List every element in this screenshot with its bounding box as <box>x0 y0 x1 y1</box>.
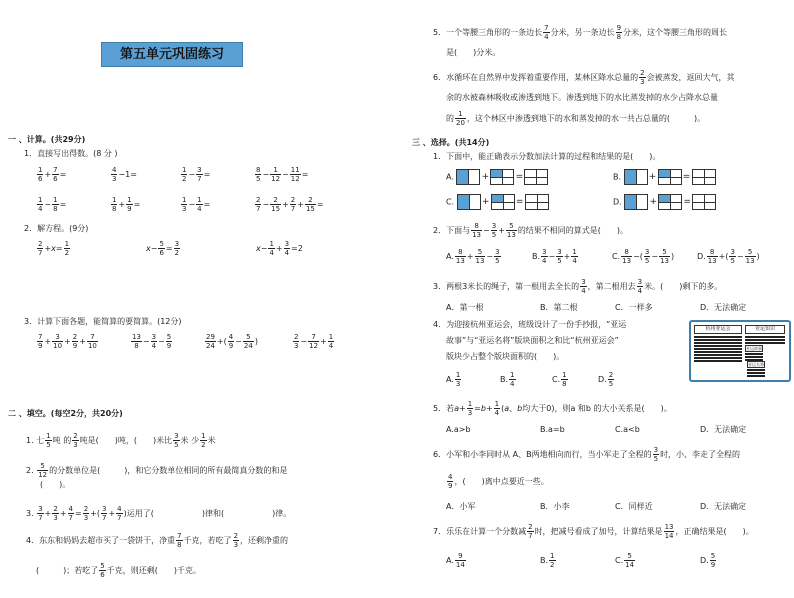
section-3-heading: 三 、选择。(共14分) <box>412 138 490 147</box>
choice-q4-line1: 4．为迎接杭州亚运会，班级设计了一份手抄报，“亚运 <box>433 320 627 329</box>
choice-q6: 6．小军和小李同时从 A、B两地相向而行，当小军走了全程的 $\frac{3}{5}$ 时，小、李走了全程的 <box>433 446 741 463</box>
q3-instruction: 3．计算下面各题，能简算的要简算。(12分) <box>24 317 182 326</box>
choice-q5-option-a[interactable]: A.a>b <box>446 425 471 434</box>
choice-q3-option-b[interactable]: B．第二根 <box>540 303 578 312</box>
choice-q7-option-c[interactable]: C. $\frac{5}{14}$ <box>615 552 635 569</box>
choice-q2: 2．下面与 $\frac{8}{13}$ − $\frac{3}{5}$ + $\frac{5}{13}$ 的结果不相同的算式是( )。 <box>433 222 629 239</box>
choice-q4-option-a[interactable]: A. $\frac{1}{3}$ <box>446 371 461 388</box>
newspaper-diagram <box>689 320 791 382</box>
page-title: 第五单元巩固练习 <box>101 42 243 67</box>
choice-q5-option-b[interactable]: B.a=b <box>540 425 565 434</box>
choice-q4-option-c[interactable]: C. $\frac{1}{8}$ <box>552 371 567 388</box>
choice-q2-option-c[interactable]: C. $\frac{8}{13}$ −( $\frac{3}{5}$ − $\frac{5}{13}$ ) <box>612 248 675 265</box>
choice-q2-option-d[interactable]: D. $\frac{8}{13}$ +( $\frac{3}{5}$ − $\frac{5}{13}$ ) <box>697 248 760 265</box>
choice-q6-cont: $\frac{4}{9}$ ，( )离中点要近一些。 <box>448 473 549 490</box>
fill-q4: 4．东东和妈妈去超市买了一袋饼干，净重 $\frac{7}{8}$ 千克，若吃了 $\frac{2}{3}$ ，还剩净重的 <box>26 532 289 549</box>
choice-q4-line2: 故事”与“亚运名将”版块面积之和比“杭州亚运会” <box>446 336 619 345</box>
np-sub2-title: 亚运名将 <box>748 362 764 367</box>
q1-instruction: 1．直接写出得数。(8 分 ) <box>24 149 118 158</box>
fill-q6-cont2: 的 $\frac{1}{20}$ ，这个林区中渗透到地下的水和蒸发掉的水一共占总量的( )。 <box>446 110 706 127</box>
np-right-title: 亚运知识 <box>745 325 785 334</box>
calc-2-3: $\frac{1}{3}$ − $\frac{1}{4}$ = <box>182 196 211 213</box>
fill-q2-cont: ( )。 <box>40 480 71 489</box>
section-1-heading: 一 、计算。(共29分) <box>8 135 86 144</box>
fill-q3: 3. $\frac{3}{7}$ + $\frac{2}{3}$ + $\frac{4}{7}$ = $\frac{2}{3}$ +( $\frac{3}{7}$ + $\frac{4}{7}$ )运用了( )律和( )律。 <box>26 505 292 522</box>
choice-q6-option-c[interactable]: C．同样近 <box>615 502 653 511</box>
choice-q2-option-b[interactable]: B. $\frac{3}{4}$ − $\frac{3}{5}$ + $\frac{1}{4}$ <box>532 248 577 265</box>
calc-3-2: $\frac{13}{8}$ − $\frac{3}{4}$ − $\frac{5}{9}$ <box>132 333 172 350</box>
choice-q7-option-b[interactable]: B. $\frac{1}{2}$ <box>540 552 555 569</box>
choice-q3: 3．两根3米长的绳子，第一根用去全长的 $\frac{3}{4}$ ，第二根用去 $\frac{3}{4}$ 米。( )剩下的多。 <box>433 278 723 295</box>
choice-q6-option-b[interactable]: B．小李 <box>540 502 570 511</box>
calc-1-4: $\frac{8}{5}$ − $\frac{1}{12}$ − $\frac{11}{12}$ = <box>256 166 309 183</box>
calc-1-1: $\frac{1}{6}$ + $\frac{7}{6}$ = <box>38 166 67 183</box>
choice-q1-option-c[interactable]: C. + = <box>446 194 549 210</box>
section-2-heading: 二 、填空。(每空2分，共20分) <box>8 409 123 418</box>
choice-q4-option-d[interactable]: D. $\frac{2}{5}$ <box>598 371 614 388</box>
fill-q5-cont: 是( )分米。 <box>446 48 501 57</box>
calc-1-3: $\frac{1}{2}$ − $\frac{3}{7}$ = <box>182 166 211 183</box>
choice-q4-line3: 版块少占整个版块面积的( )。 <box>446 352 565 361</box>
fill-q1: 1. 七 $\frac{1}{5}$ 吨 的 $\frac{2}{3}$ 吨是( )吨，( )米比 $\frac{3}{5}$ 米 少 $\frac{1}{2}$ 米 <box>26 432 216 449</box>
calc-2-1: $\frac{1}{4}$ − $\frac{1}{8}$ = <box>38 196 67 213</box>
choice-q2-option-a[interactable]: A. $\frac{8}{13}$ + $\frac{5}{13}$ − $\frac{3}{5}$ <box>446 248 500 265</box>
choice-q3-option-a[interactable]: A．第一根 <box>446 303 484 312</box>
calc-3-3: $\frac{29}{24}$ +( $\frac{4}{9}$ − $\frac{5}{24}$ ) <box>206 333 258 350</box>
np-left-title: 杭州亚运会 <box>694 325 742 334</box>
choice-q5-option-d[interactable]: D．无法确定 <box>700 425 747 434</box>
choice-q6-option-a[interactable]: A．小军 <box>446 502 476 511</box>
choice-q4-option-b[interactable]: B. $\frac{1}{4}$ <box>500 371 515 388</box>
calc-1-2: $\frac{4}{3}$ −1= <box>112 166 137 183</box>
fill-q4-cont: ( )；若吃了 $\frac{5}{6}$ 千克，则还剩( )千克。 <box>36 562 201 579</box>
choice-q3-option-d[interactable]: D．无法确定 <box>700 303 747 312</box>
calc-2-2: $\frac{1}{8}$ + $\frac{1}{9}$ = <box>112 196 141 213</box>
fill-q6-cont: 余的水被森林吸收或渗透到地下。渗透到地下的水比蒸发掉的水少占降水总量 <box>446 93 718 102</box>
choice-q1-option-d[interactable]: D. + = <box>613 194 716 210</box>
choice-q3-option-c[interactable]: C．一样多 <box>615 303 653 312</box>
calc-2-4: $\frac{2}{7}$ − $\frac{2}{15}$ + $\frac{2}{7}$ + $\frac{2}{15}$ = <box>256 196 324 213</box>
np-sub1-title: 亚运故事 <box>746 346 762 351</box>
choice-q1-option-a[interactable]: A. + = <box>446 169 548 185</box>
calc-3-4: $\frac{2}{3}$ − $\frac{7}{12}$ + $\frac{1}{4}$ <box>294 333 334 350</box>
choice-q5-option-c[interactable]: C.a<b <box>615 425 640 434</box>
fraction-box <box>456 169 480 185</box>
equation-1: $\frac{2}{7}$ +x= $\frac{1}{2}$ <box>38 240 70 257</box>
choice-q7: 7．乐乐在计算一个分数减 $\frac{2}{7}$ 时，把减号看成了加号，计算结果是 $\frac{13}{14}$ ，正确结果是( )。 <box>433 523 754 540</box>
calc-3-1: $\frac{7}{9}$ + $\frac{3}{10}$ + $\frac{2}{9}$ + $\frac{7}{10}$ <box>38 333 97 350</box>
q2-instruction: 2．解方程。(9分) <box>24 224 89 233</box>
fill-q2: 2. $\frac{5}{12}$ 的分数单位是( )，和它分数单位相同的所有最简真分数的和是 <box>26 462 288 479</box>
choice-q7-option-d[interactable]: D. $\frac{5}{9}$ <box>700 552 716 569</box>
fill-q6: 6．水循环在自然界中发挥着重要作用，某林区降水总量的 $\frac{2}{3}$ 会被蒸发，返回大气，其 <box>433 69 735 86</box>
choice-q7-option-a[interactable]: A. $\frac{9}{14}$ <box>446 552 465 569</box>
choice-q5: 5．若a+ $\frac{1}{3}$ =b+ $\frac{1}{4}$ (a、b均大于0)，则a 和b 的大小关系是( )。 <box>433 400 672 417</box>
choice-q1: 1．下面中，能正确表示分数加法计算的过程和结果的是( )。 <box>433 152 661 161</box>
choice-q1-option-b[interactable]: B. + = <box>613 169 716 185</box>
equation-3: x− $\frac{1}{4}$ + $\frac{3}{4}$ =2 <box>256 240 303 257</box>
equation-2: x− $\frac{5}{6}$ = $\frac{3}{2}$ <box>146 240 180 257</box>
choice-q6-option-d[interactable]: D．无法确定 <box>700 502 747 511</box>
fill-q5: 5．一个等腰三角形的一条边长 $\frac{7}{4}$ 分米，另一条边长 $\frac{9}{8}$ 分米，这个等腰三角形的周长 <box>433 24 728 41</box>
